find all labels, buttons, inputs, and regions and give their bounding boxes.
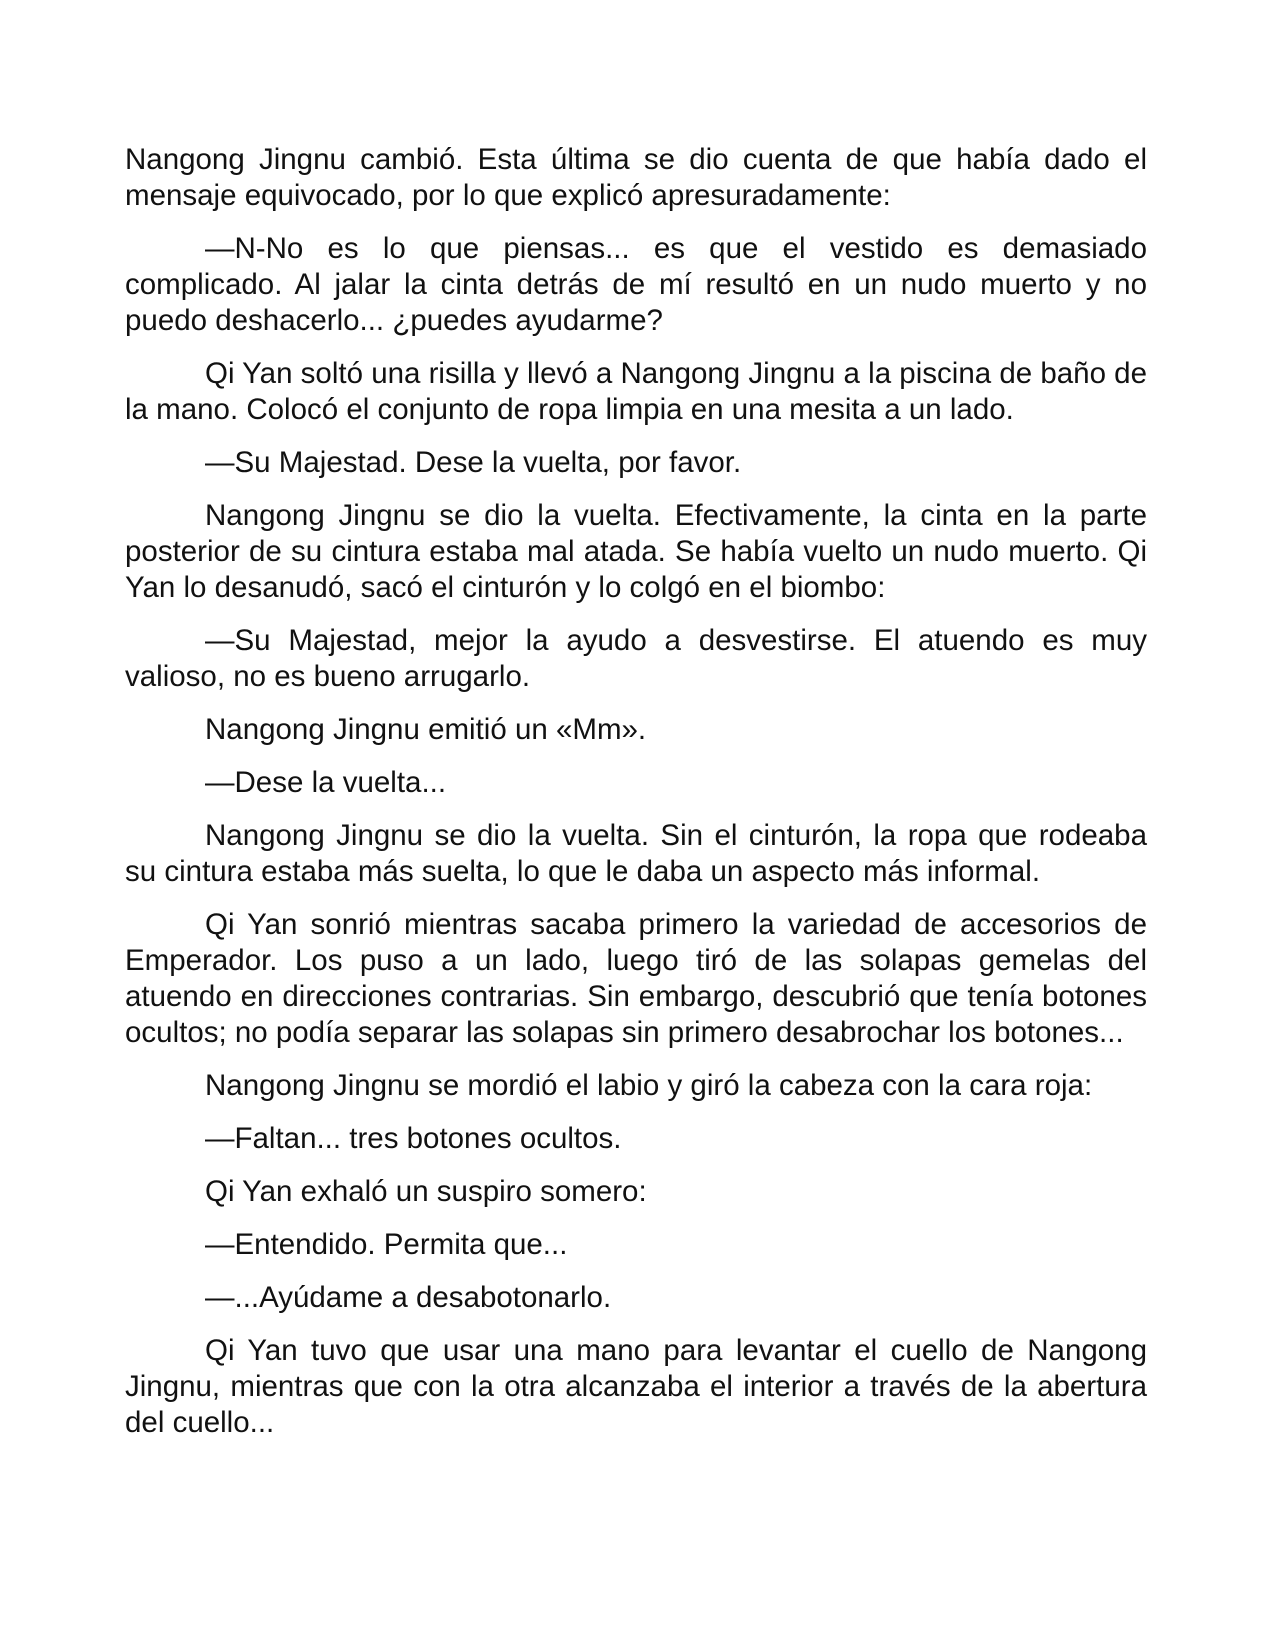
paragraph-14: —Entendido. Permita que... [205, 1228, 568, 1261]
paragraph-6: —Su Majestad, mejor la ayudo a desvestirse. El atuendo es muy valioso, no es bueno arrugarlo. [125, 624, 1147, 693]
paragraph-13: Qi Yan exhaló un suspiro somero: [205, 1175, 647, 1208]
document-page [125, 142, 1147, 1458]
paragraph-8: —Dese la vuelta... [205, 766, 447, 799]
paragraph-4: —Su Majestad. Dese la vuelta, por favor. [205, 446, 742, 479]
paragraph-15: —...Ayúdame a desabotonarlo. [205, 1281, 612, 1314]
paragraph-9: Nangong Jingnu se dio la vuelta. Sin el cinturón, la ropa que rodeaba su cintura estaba más suelta, lo que le daba un aspecto más informal. [125, 819, 1147, 888]
paragraph-12: —Faltan... tres botones ocultos. [205, 1122, 622, 1155]
paragraph-1: Nangong Jingnu cambió. Esta última se dio cuenta de que había dado el mensaje equivocado, por lo que explicó apresuradamente: [125, 143, 1147, 212]
paragraph-7: Nangong Jingnu emitió un «Mm». [205, 713, 647, 746]
paragraph-10: Qi Yan sonrió mientras sacaba primero la variedad de accesorios de Emperador. Los puso a un lado, luego tiró de las solapas gemelas del atuendo en direcciones contrarias. Sin embargo, descubrió que tenía botones ocultos; no podía separar las solapas sin primero desabrochar los botones... [125, 908, 1147, 1049]
paragraph-5: Nangong Jingnu se dio la vuelta. Efectivamente, la cinta en la parte posterior de su cintura estaba mal atada. Se había vuelto un nudo muerto. Qi Yan lo desanudó, sacó el cinturón y lo colgó en el biombo: [125, 499, 1147, 604]
paragraph-2: —N-No es lo que piensas... es que el vestido es demasiado complicado. Al jalar la cinta detrás de mí resultó en un nudo muerto y no puedo deshacerlo... ¿puedes ayudarme? [125, 232, 1147, 337]
paragraph-16: Qi Yan tuvo que usar una mano para levantar el cuello de Nangong Jingnu, mientras que con la otra alcanzaba el interior a través de la abertura del cuello... [125, 1334, 1147, 1439]
paragraph-3: Qi Yan soltó una risilla y llevó a Nangong Jingnu a la piscina de baño de la mano. Colocó el conjunto de ropa limpia en una mesita a un lado. [125, 357, 1147, 426]
paragraph-11: Nangong Jingnu se mordió el labio y giró la cabeza con la cara roja: [205, 1069, 1093, 1102]
